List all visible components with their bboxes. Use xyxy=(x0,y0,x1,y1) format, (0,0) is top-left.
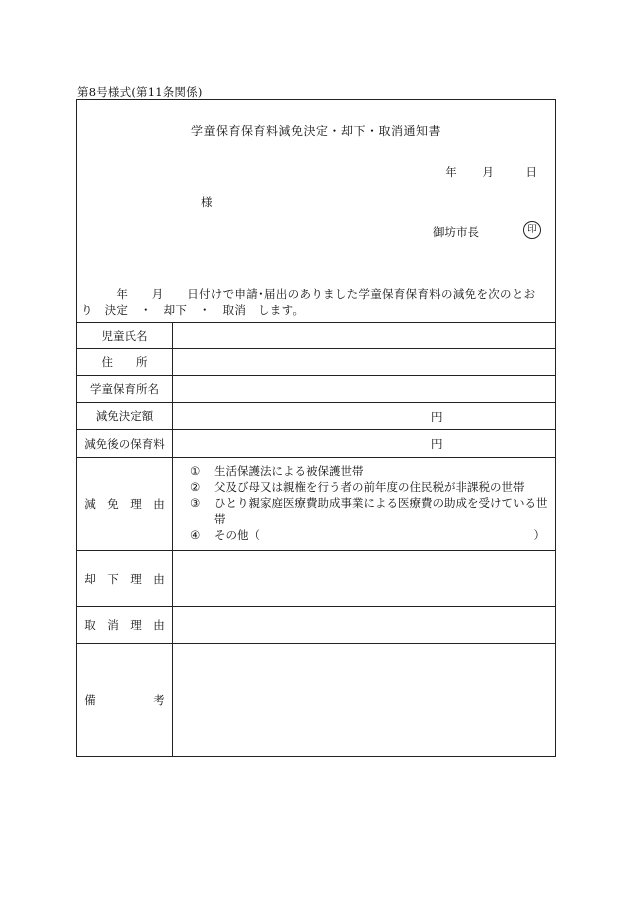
row-child-name xyxy=(77,322,555,348)
issuer-name: 御坊市長 xyxy=(433,225,479,239)
row-cancel-reason xyxy=(77,606,555,643)
field-remarks[interactable] xyxy=(172,644,555,756)
label-address: 住 所 xyxy=(77,349,173,375)
date-year: 年 xyxy=(445,165,457,179)
label-child-name: 児童氏名 xyxy=(77,323,173,348)
label-reduction-reason: 減 免 理 由 xyxy=(77,458,173,550)
reason-close-paren: ） xyxy=(533,528,545,542)
field-facility[interactable] xyxy=(172,376,555,402)
row-decided-amount xyxy=(77,402,555,429)
addressee-suffix: 様 xyxy=(201,195,213,209)
document-title: 学童保育保育料減免決定・却下・取消通知書 xyxy=(190,124,441,138)
date-day: 日 xyxy=(525,165,537,179)
seal-mark: 印 xyxy=(523,221,541,239)
notice-text xyxy=(81,286,551,318)
row-after-fee xyxy=(77,429,555,457)
row-remarks xyxy=(77,643,555,756)
field-reduction-reason xyxy=(172,458,555,550)
date-month: 月 xyxy=(482,165,494,179)
label-facility: 学童保育所名 xyxy=(77,376,173,402)
field-decided-amount[interactable] xyxy=(172,403,555,429)
label-decided-amount: 減免決定額 xyxy=(77,403,173,429)
label-cancel-reason: 取 消 理 由 xyxy=(77,607,173,643)
reason-item[interactable]: ④ その他（ ） xyxy=(190,528,545,542)
field-cancel-reason[interactable] xyxy=(172,607,555,643)
date-line xyxy=(425,164,537,180)
row-reduction-reason xyxy=(77,457,555,550)
notice-line-2: り 決定 ・ 却下 ・ 取消 します。 xyxy=(81,303,305,317)
notice-line-1: 年 月 日付けで申請･届出のありました学童保育保育料の減免を次のとお xyxy=(81,287,536,301)
reason-item[interactable]: ③ ひとり親家庭医療費助成事業による医療費の助成を受けている世帯 xyxy=(190,496,548,526)
reason-list xyxy=(190,463,549,543)
row-rejection-reason xyxy=(77,550,555,606)
yen-unit: 円 xyxy=(431,437,443,451)
form-number: 第8号様式(第11条関係) xyxy=(77,85,203,99)
notice-form xyxy=(76,99,556,757)
field-after-fee[interactable] xyxy=(172,430,555,457)
field-address[interactable] xyxy=(172,349,555,375)
label-rejection-reason: 却 下 理 由 xyxy=(77,551,173,606)
yen-unit: 円 xyxy=(431,410,443,424)
reason-item[interactable]: ① 生活保護法による被保護世帯 xyxy=(190,464,364,478)
field-child-name[interactable] xyxy=(172,323,555,348)
field-rejection-reason[interactable] xyxy=(172,551,555,606)
reason-item[interactable]: ② 父及び母又は親権を行う者の前年度の住民税が非課税の世帯 xyxy=(190,480,525,494)
row-address xyxy=(77,348,555,375)
label-remarks: 備 考 xyxy=(77,644,173,756)
row-facility xyxy=(77,375,555,402)
label-after-fee: 減免後の保育料 xyxy=(77,430,173,457)
